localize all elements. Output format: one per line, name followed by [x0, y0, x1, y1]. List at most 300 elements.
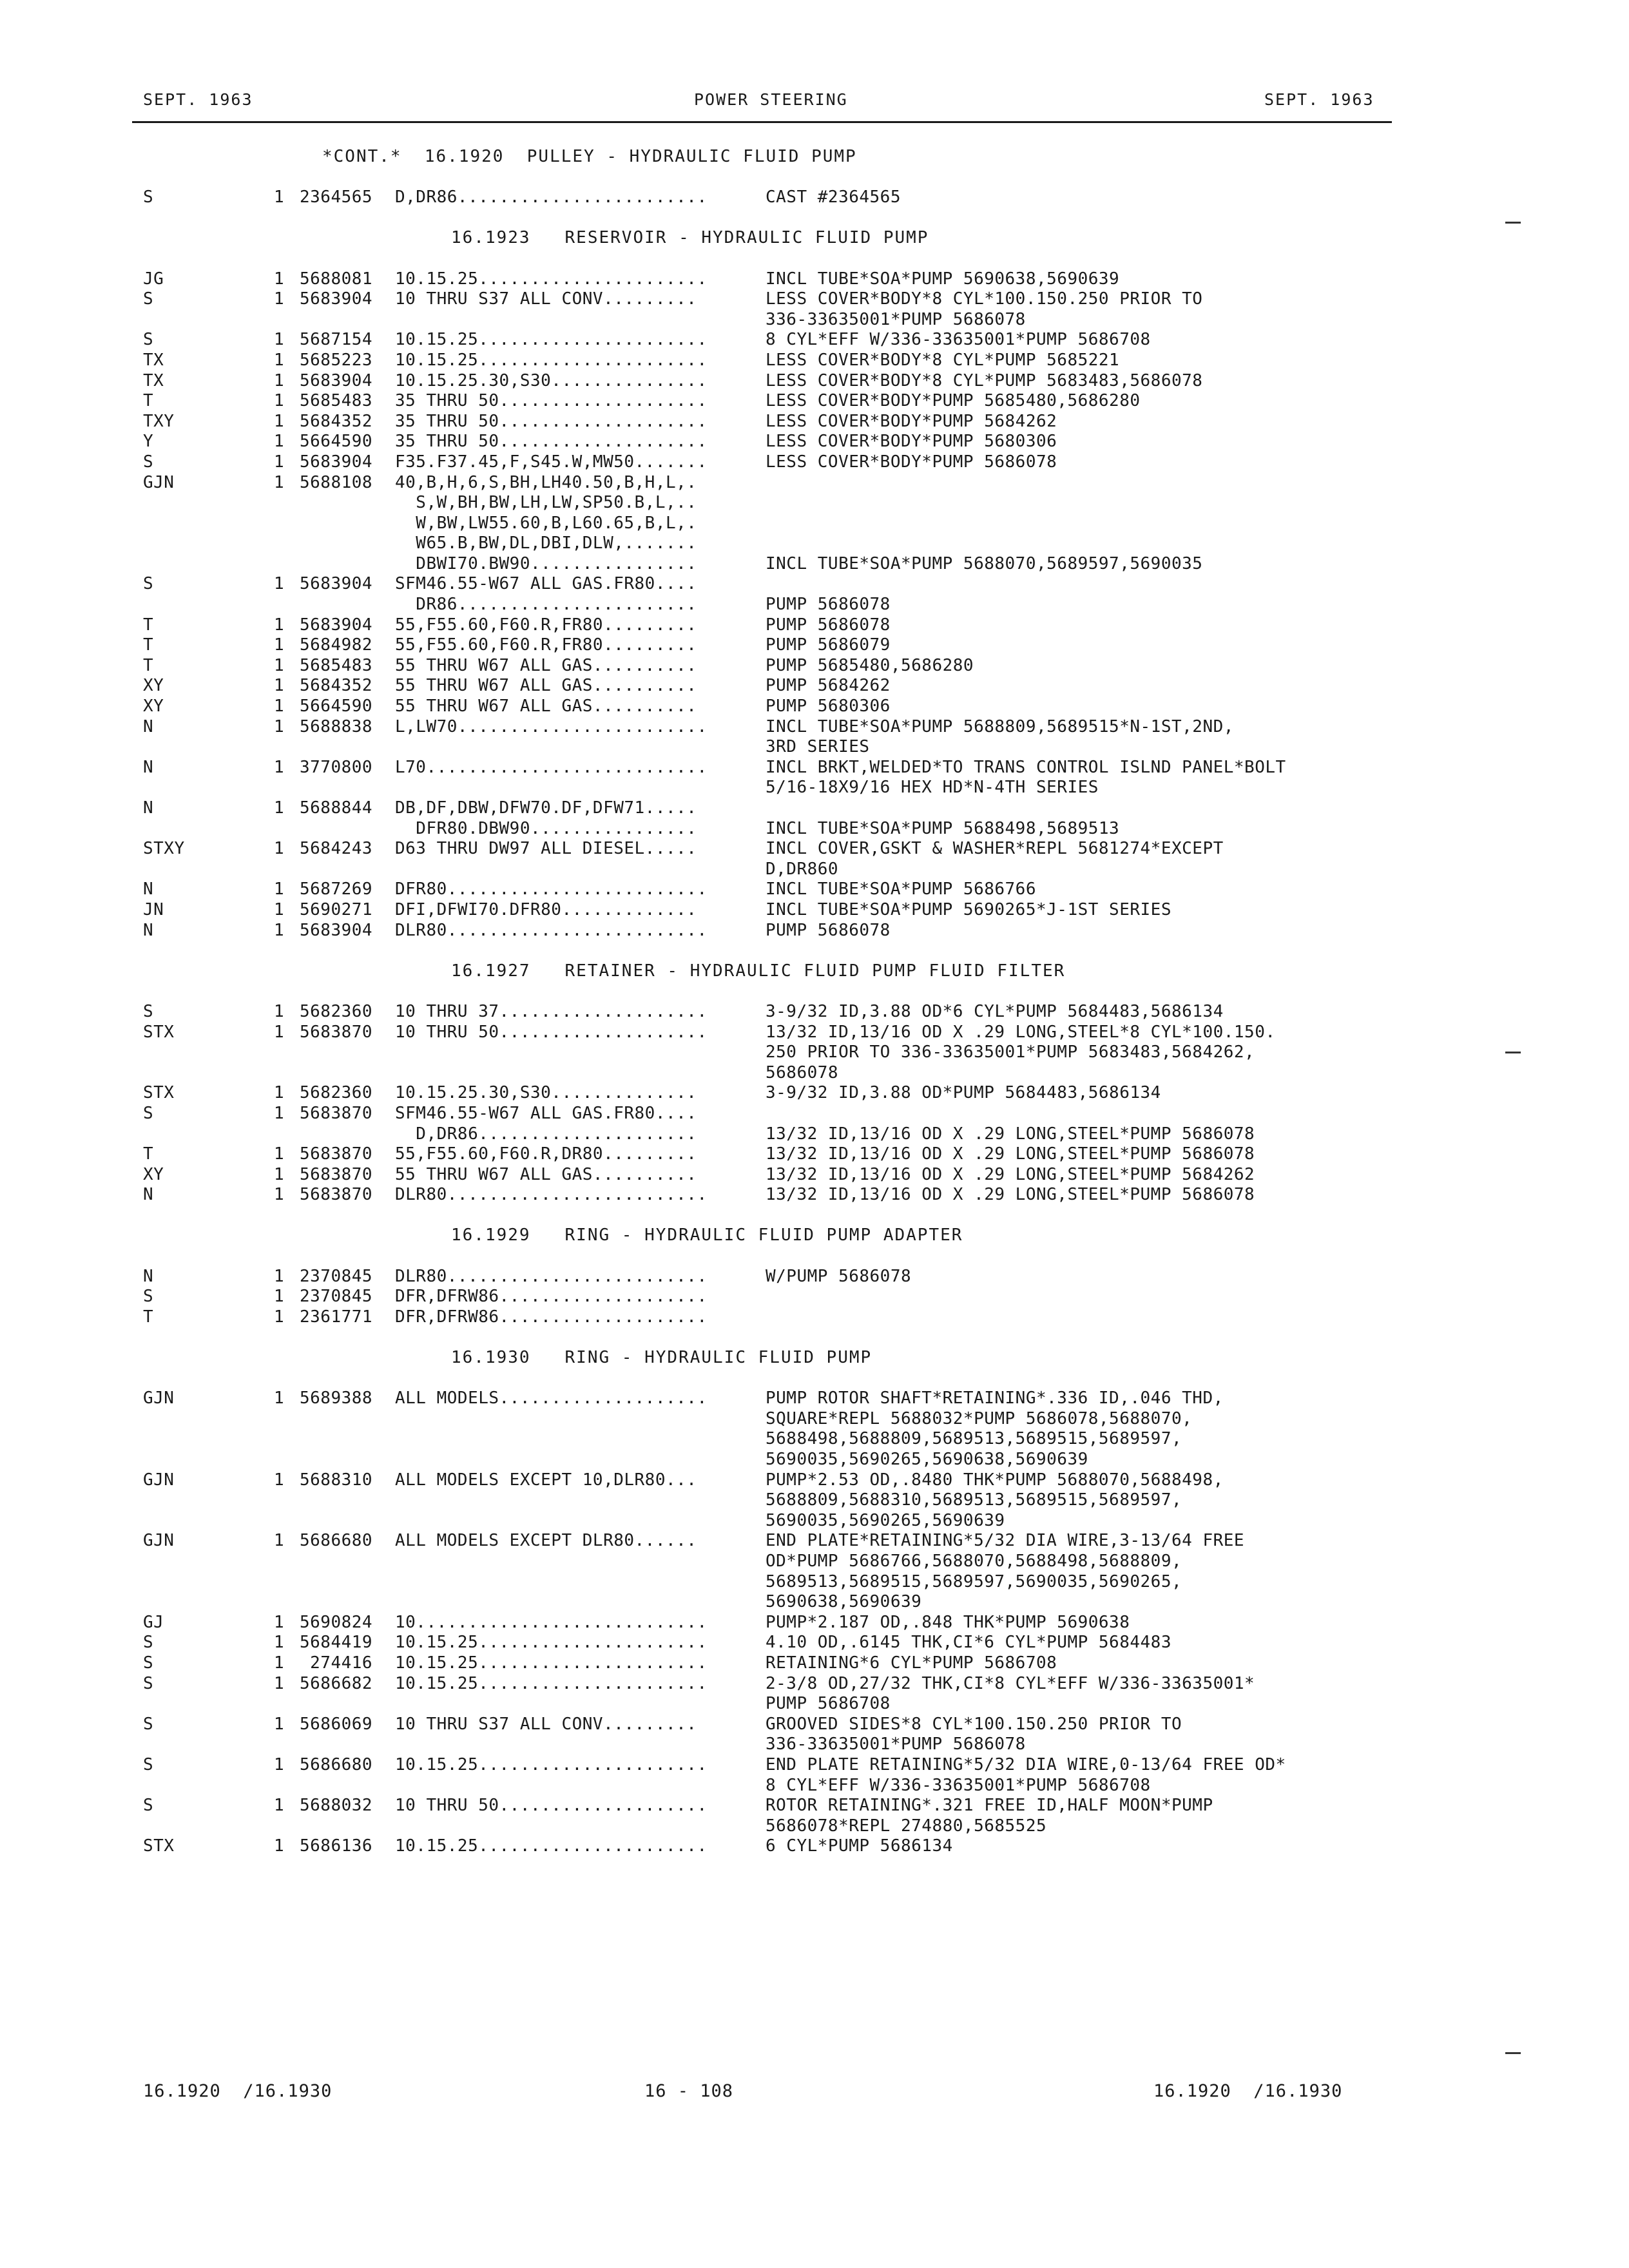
part-row: [0, 1836, 1629, 1857]
quantity: 1: [274, 1001, 285, 1021]
part-row: [0, 1267, 1629, 1287]
quantity: 1: [274, 574, 285, 594]
part-description: 5/16-18X9/16 HEX HD*N-4TH SERIES: [766, 778, 1099, 798]
quantity: 1: [274, 391, 285, 411]
part-description: END PLATE*RETAINING*5/32 DIA WIRE,3-13/64 FREE: [766, 1531, 1245, 1551]
usage-code: GJN: [143, 1470, 175, 1490]
quantity: 1: [274, 635, 285, 655]
spacer: [0, 981, 1629, 1002]
part-description: 3RD SERIES: [766, 737, 870, 757]
part-number: 5688081: [300, 269, 373, 289]
quantity: 1: [274, 1287, 285, 1307]
spacer: [0, 1246, 1629, 1267]
model-application: DBWI70.BW90................: [395, 553, 697, 573]
model-application: 10.15.25......................: [395, 1754, 708, 1774]
part-number: 5683870: [300, 1185, 373, 1205]
part-row: [0, 778, 1629, 798]
part-number: 5688838: [300, 716, 373, 736]
part-number: 5686680: [300, 1754, 373, 1774]
parts-listing: [0, 147, 1629, 1857]
part-number: 5686069: [300, 1714, 373, 1734]
part-row: [0, 839, 1629, 860]
part-row: [0, 1307, 1629, 1328]
part-row: [0, 900, 1629, 921]
page-footer: [0, 2081, 1629, 2107]
part-row: [0, 1470, 1629, 1491]
section-title-text: *CONT.* 16.1920 PULLEY - HYDRAULIC FLUID PUMP: [322, 147, 857, 166]
part-row: [0, 1531, 1629, 1552]
part-row: [0, 1185, 1629, 1206]
part-row: [0, 1450, 1629, 1470]
model-application: ALL MODELS EXCEPT 10,DLR80...: [395, 1470, 697, 1490]
part-description: 4.10 OD,.6145 THK,CI*6 CYL*PUMP 5684483: [766, 1633, 1171, 1653]
part-row: [0, 819, 1629, 840]
usage-code: S: [143, 1633, 154, 1653]
part-row: [0, 1144, 1629, 1165]
model-application: 55 THRU W67 ALL GAS..........: [395, 1164, 697, 1184]
part-number: 5684352: [300, 676, 373, 696]
part-row: [0, 676, 1629, 697]
part-description: PUMP 5686078: [766, 615, 891, 635]
part-row: [0, 391, 1629, 412]
quantity: 1: [274, 1633, 285, 1653]
model-application: 10 THRU 50....................: [395, 1022, 708, 1042]
header-rule: [132, 121, 1392, 123]
usage-code: STX: [143, 1083, 175, 1103]
part-row: [0, 1613, 1629, 1633]
part-row: [0, 798, 1629, 819]
model-application: 10.15.25......................: [395, 269, 708, 289]
model-application: DB,DF,DBW,DFW70.DF,DFW71.....: [395, 798, 697, 818]
usage-code: S: [143, 452, 154, 472]
usage-code: N: [143, 920, 154, 940]
part-number: 5683904: [300, 370, 373, 390]
part-description: 336-33635001*PUMP 5686078: [766, 1735, 1026, 1754]
part-row: [0, 1490, 1629, 1511]
usage-code: T: [143, 635, 154, 655]
part-description: 250 PRIOR TO 336-33635001*PUMP 5683483,5684262,: [766, 1043, 1255, 1062]
model-application: 10.15.25......................: [395, 1633, 708, 1653]
part-row: [0, 1083, 1629, 1104]
model-application: DLR80.........................: [395, 1185, 708, 1205]
part-row: [0, 187, 1629, 208]
part-number: 5685223: [300, 350, 373, 370]
quantity: 1: [274, 370, 285, 390]
model-application: 10.15.25.30,S30...............: [395, 370, 708, 390]
quantity: 1: [274, 1266, 285, 1286]
part-row: [0, 351, 1629, 371]
quantity: 1: [274, 879, 285, 899]
part-description: PUMP 5686079: [766, 635, 891, 655]
usage-code: STX: [143, 1022, 175, 1042]
part-number: 5689388: [300, 1389, 373, 1408]
part-row: [0, 1043, 1629, 1063]
part-description: PUMP 5686078: [766, 595, 891, 615]
quantity: 1: [274, 350, 285, 370]
part-description: LESS COVER*BODY*PUMP 5684262: [766, 411, 1057, 431]
usage-code: T: [143, 615, 154, 635]
part-number: 5664590: [300, 697, 373, 716]
part-description: 5686078: [766, 1062, 839, 1082]
part-description: 5688809,5688310,5689513,5689515,5689597,: [766, 1490, 1182, 1510]
model-application: D,DR86.....................: [395, 1124, 697, 1144]
model-application: 10.15.25......................: [395, 1673, 708, 1693]
part-row: [0, 1124, 1629, 1145]
model-application: W,BW,LW55.60,B,L60.65,B,L,.: [395, 513, 697, 533]
part-row: [0, 473, 1629, 494]
part-row: [0, 1409, 1629, 1430]
part-description: PUMP 5686078: [766, 920, 891, 940]
part-number: 5683870: [300, 1022, 373, 1042]
part-description: INCL TUBE*SOA*PUMP 5688498,5689513: [766, 818, 1120, 838]
part-description: INCL TUBE*SOA*PUMP 5688809,5689515*N-1ST,2ND,: [766, 716, 1234, 736]
part-row: [0, 1023, 1629, 1043]
model-application: 10 THRU 50....................: [395, 1796, 708, 1816]
usage-code: S: [143, 1714, 154, 1734]
footer-range-right: 16.1920 /16.1930: [1153, 2081, 1343, 2101]
part-row: [0, 289, 1629, 310]
part-description: 8 CYL*EFF W/336-33635001*PUMP 5686708: [766, 1775, 1151, 1795]
model-application: 55 THRU W67 ALL GAS..........: [395, 697, 697, 716]
usage-code: S: [143, 187, 154, 207]
part-description: INCL TUBE*SOA*PUMP 5686766: [766, 879, 1036, 899]
part-row: [0, 1287, 1629, 1307]
part-row: [0, 1063, 1629, 1084]
part-row: [0, 514, 1629, 534]
part-description: CAST #2364565: [766, 187, 901, 207]
margin-mark: [1505, 2052, 1521, 2054]
part-row: [0, 432, 1629, 452]
part-row: [0, 717, 1629, 738]
model-application: 10.15.25......................: [395, 1836, 708, 1856]
part-description: 13/32 ID,13/16 OD X .29 LONG,STEEL*PUMP 5686078: [766, 1124, 1255, 1144]
part-number: 5682360: [300, 1083, 373, 1103]
usage-code: N: [143, 798, 154, 818]
section-title: [0, 1348, 1629, 1369]
spacer: [0, 1327, 1629, 1348]
model-application: S,W,BH,BW,LH,LW,SP50.B,L,..: [395, 493, 697, 513]
part-row: [0, 1776, 1629, 1796]
model-application: 55 THRU W67 ALL GAS..........: [395, 676, 697, 696]
usage-code: JG: [143, 269, 164, 289]
quantity: 1: [274, 676, 285, 696]
part-row: [0, 879, 1629, 900]
model-application: 55,F55.60,F60.R,DR80.........: [395, 1144, 697, 1164]
quantity: 1: [274, 269, 285, 289]
spacer: [0, 168, 1629, 188]
usage-code: N: [143, 879, 154, 899]
quantity: 1: [274, 1531, 285, 1551]
part-description: PUMP*2.187 OD,.848 THK*PUMP 5690638: [766, 1612, 1130, 1632]
quantity: 1: [274, 411, 285, 431]
usage-code: N: [143, 716, 154, 736]
section-title-text: 16.1930 RING - HYDRAULIC FLUID PUMP: [451, 1348, 872, 1368]
part-description: 5689513,5689515,5689597,5690035,5690265,: [766, 1571, 1182, 1591]
usage-code: S: [143, 1754, 154, 1774]
part-description: INCL TUBE*SOA*PUMP 5690265*J-1ST SERIES: [766, 899, 1171, 919]
part-number: 2370845: [300, 1266, 373, 1286]
part-row: [0, 452, 1629, 473]
usage-code: S: [143, 1796, 154, 1816]
quantity: 1: [274, 1470, 285, 1490]
part-description: 5688498,5688809,5689513,5689515,5689597,: [766, 1429, 1182, 1449]
usage-code: S: [143, 289, 154, 309]
part-description: 2-3/8 OD,27/32 THK,CI*8 CYL*EFF W/336-33635001*: [766, 1673, 1255, 1693]
part-description: LESS COVER*BODY*8 CYL*100.150.250 PRIOR TO: [766, 289, 1203, 309]
section-title: [0, 228, 1629, 249]
model-application: 55 THRU W67 ALL GAS..........: [395, 655, 697, 675]
part-row: [0, 1104, 1629, 1124]
part-description: 5690035,5690265,5690639: [766, 1510, 1005, 1530]
model-application: 10.15.25......................: [395, 330, 708, 350]
usage-code: TX: [143, 370, 164, 390]
quantity: 1: [274, 330, 285, 350]
footer-range-left: 16.1920 /16.1930: [143, 2081, 333, 2101]
part-description: PUMP 5686708: [766, 1694, 891, 1714]
part-number: 2364565: [300, 187, 373, 207]
part-number: 5683870: [300, 1164, 373, 1184]
quantity: 1: [274, 798, 285, 818]
part-row: [0, 1816, 1629, 1837]
section-title-text: 16.1927 RETAINER - HYDRAULIC FLUID PUMP FLUID FILTER: [451, 961, 1066, 981]
quantity: 1: [274, 1796, 285, 1816]
part-row: [0, 269, 1629, 290]
quantity: 1: [274, 1022, 285, 1042]
usage-code: N: [143, 757, 154, 777]
quantity: 1: [274, 655, 285, 675]
quantity: 1: [274, 920, 285, 940]
spacer: [0, 1369, 1629, 1389]
usage-code: N: [143, 1266, 154, 1286]
part-row: [0, 1002, 1629, 1023]
model-application: 35 THRU 50....................: [395, 432, 708, 452]
part-number: 5683870: [300, 1103, 373, 1123]
part-row: [0, 412, 1629, 432]
model-application: SFM46.55-W67 ALL GAS.FR80....: [395, 1103, 697, 1123]
part-number: 5687154: [300, 330, 373, 350]
part-row: [0, 533, 1629, 554]
part-number: 5688310: [300, 1470, 373, 1490]
usage-code: T: [143, 1307, 154, 1327]
part-number: 5684982: [300, 635, 373, 655]
part-row: [0, 330, 1629, 351]
usage-code: STXY: [143, 839, 185, 859]
model-application: 40,B,H,6,S,BH,LH40.50,B,H,L,.: [395, 472, 697, 492]
part-row: [0, 656, 1629, 677]
quantity: 1: [274, 716, 285, 736]
part-description: INCL TUBE*SOA*PUMP 5688070,5689597,5690035: [766, 553, 1203, 573]
quantity: 1: [274, 1185, 285, 1205]
part-description: LESS COVER*BODY*8 CYL*PUMP 5685221: [766, 350, 1120, 370]
quantity: 1: [274, 1653, 285, 1673]
usage-code: XY: [143, 676, 164, 696]
quantity: 1: [274, 289, 285, 309]
part-description: LESS COVER*BODY*8 CYL*PUMP 5683483,5686078: [766, 370, 1203, 390]
usage-code: GJN: [143, 472, 175, 492]
part-row: [0, 921, 1629, 941]
part-description: PUMP ROTOR SHAFT*RETAINING*.336 ID,.046 THD,: [766, 1389, 1224, 1408]
part-number: 5685483: [300, 391, 373, 411]
usage-code: T: [143, 655, 154, 675]
usage-code: S: [143, 1653, 154, 1673]
part-description: GROOVED SIDES*8 CYL*100.150.250 PRIOR TO: [766, 1714, 1182, 1734]
part-row: [0, 310, 1629, 331]
header-date-left: SEPT. 1963: [143, 90, 253, 109]
part-number: 5690271: [300, 899, 373, 919]
model-application: D,DR86........................: [395, 187, 708, 207]
quantity: 1: [274, 1103, 285, 1123]
part-number: 5688032: [300, 1796, 373, 1816]
spacer: [0, 1206, 1629, 1226]
part-row: [0, 1796, 1629, 1816]
part-number: 2370845: [300, 1287, 373, 1307]
section-title-text: 16.1929 RING - HYDRAULIC FLUID PUMP ADAPTER: [451, 1225, 963, 1245]
part-description: ROTOR RETAINING*.321 FREE ID,HALF MOON*PUMP: [766, 1796, 1213, 1816]
part-description: PUMP 5680306: [766, 697, 891, 716]
usage-code: S: [143, 1287, 154, 1307]
part-number: 3770800: [300, 757, 373, 777]
quantity: 1: [274, 899, 285, 919]
part-row: [0, 615, 1629, 636]
model-application: L70...........................: [395, 757, 708, 777]
usage-code: GJ: [143, 1612, 164, 1632]
part-description: 5690638,5690639: [766, 1592, 922, 1612]
model-application: DR86.......................: [395, 595, 697, 615]
quantity: 1: [274, 452, 285, 472]
quantity: 1: [274, 187, 285, 207]
quantity: 1: [274, 472, 285, 492]
part-number: 5683904: [300, 615, 373, 635]
model-application: 35 THRU 50....................: [395, 411, 708, 431]
part-row: [0, 1429, 1629, 1450]
model-application: 10 THRU 37....................: [395, 1001, 708, 1021]
part-row: [0, 1674, 1629, 1695]
part-number: 5686680: [300, 1531, 373, 1551]
part-number: 5687269: [300, 879, 373, 899]
usage-code: T: [143, 391, 154, 411]
section-title-text: 16.1923 RESERVOIR - HYDRAULIC FLUID PUMP: [451, 228, 929, 248]
model-application: W65.B,BW,DL,DBI,DLW,.......: [395, 533, 697, 553]
footer-page-number: 16 - 108: [644, 2081, 734, 2101]
model-application: SFM46.55-W67 ALL GAS.FR80....: [395, 574, 697, 594]
spacer: [0, 941, 1629, 961]
model-application: 10 THRU S37 ALL CONV.........: [395, 289, 697, 309]
part-description: 13/32 ID,13/16 OD X .29 LONG,STEEL*8 CYL*100.150.: [766, 1022, 1276, 1042]
section-title: [0, 1225, 1629, 1246]
part-row: [0, 1552, 1629, 1572]
part-row: [0, 574, 1629, 595]
model-application: L,LW70........................: [395, 716, 708, 736]
part-description: 3-9/32 ID,3.88 OD*PUMP 5684483,5686134: [766, 1083, 1161, 1103]
quantity: 1: [274, 615, 285, 635]
part-row: [0, 1715, 1629, 1735]
model-application: DFR80.DBW90................: [395, 818, 697, 838]
quantity: 1: [274, 839, 285, 859]
quantity: 1: [274, 1144, 285, 1164]
usage-code: T: [143, 1144, 154, 1164]
quantity: 1: [274, 1836, 285, 1856]
part-row: [0, 1694, 1629, 1715]
part-description: PUMP*2.53 OD,.8480 THK*PUMP 5688070,5688498,: [766, 1470, 1224, 1490]
spacer: [0, 208, 1629, 229]
usage-code: N: [143, 1185, 154, 1205]
part-number: 5686682: [300, 1673, 373, 1693]
model-application: DFR,DFRW86....................: [395, 1287, 708, 1307]
part-row: [0, 1633, 1629, 1653]
quantity: 1: [274, 757, 285, 777]
part-number: 5690824: [300, 1612, 373, 1632]
part-number: 5683904: [300, 574, 373, 594]
part-number: 5686136: [300, 1836, 373, 1856]
model-application: F35.F37.45,F,S45.W,MW50.......: [395, 452, 708, 472]
quantity: 1: [274, 432, 285, 452]
quantity: 1: [274, 1389, 285, 1408]
part-description: PUMP 5684262: [766, 676, 891, 696]
usage-code: Y: [143, 432, 154, 452]
part-number: 5683870: [300, 1144, 373, 1164]
part-row: [0, 595, 1629, 615]
quantity: 1: [274, 1307, 285, 1327]
part-description: SQUARE*REPL 5688032*PUMP 5686078,5688070,: [766, 1408, 1193, 1428]
part-description: INCL COVER,GSKT & WASHER*REPL 5681274*EXCEPT: [766, 839, 1224, 859]
part-number: 5684419: [300, 1633, 373, 1653]
model-application: 55,F55.60,F60.R,FR80.........: [395, 635, 697, 655]
part-row: [0, 737, 1629, 758]
part-number: 2361771: [300, 1307, 373, 1327]
margin-mark: [1505, 1052, 1521, 1053]
model-application: D63 THRU DW97 ALL DIESEL.....: [395, 839, 697, 859]
part-number: 5688108: [300, 472, 373, 492]
model-application: DLR80.........................: [395, 1266, 708, 1286]
usage-code: TXY: [143, 411, 175, 431]
usage-code: S: [143, 1001, 154, 1021]
part-description: LESS COVER*BODY*PUMP 5685480,5686280: [766, 391, 1141, 411]
model-application: DFI,DFWI70.DFR80.............: [395, 899, 697, 919]
part-number: 5683904: [300, 289, 373, 309]
model-application: ALL MODELS....................: [395, 1389, 708, 1408]
model-application: DFR80.........................: [395, 879, 708, 899]
part-row: [0, 371, 1629, 392]
part-description: LESS COVER*BODY*PUMP 5686078: [766, 452, 1057, 472]
quantity: 1: [274, 1164, 285, 1184]
model-application: 10.15.25......................: [395, 1653, 708, 1673]
usage-code: S: [143, 330, 154, 350]
part-description: 336-33635001*PUMP 5686078: [766, 309, 1026, 329]
part-description: INCL TUBE*SOA*PUMP 5690638,5690639: [766, 269, 1120, 289]
quantity: 1: [274, 1083, 285, 1103]
quantity: 1: [274, 1612, 285, 1632]
usage-code: STX: [143, 1836, 175, 1856]
part-row: [0, 1653, 1629, 1674]
part-row: [0, 1389, 1629, 1409]
part-row: [0, 1165, 1629, 1186]
part-description: D,DR860: [766, 859, 839, 879]
part-number: 5683904: [300, 452, 373, 472]
part-description: RETAINING*6 CYL*PUMP 5686708: [766, 1653, 1057, 1673]
quantity: 1: [274, 1754, 285, 1774]
usage-code: GJN: [143, 1531, 175, 1551]
quantity: 1: [274, 1673, 285, 1693]
part-description: 13/32 ID,13/16 OD X .29 LONG,STEEL*PUMP 5686078: [766, 1185, 1255, 1205]
quantity: 1: [274, 1714, 285, 1734]
usage-code: GJN: [143, 1389, 175, 1408]
model-application: DLR80.........................: [395, 920, 708, 940]
part-description: LESS COVER*BODY*PUMP 5680306: [766, 432, 1057, 452]
part-description: 6 CYL*PUMP 5686134: [766, 1836, 953, 1856]
model-application: 10 THRU S37 ALL CONV.........: [395, 1714, 697, 1734]
part-description: 8 CYL*EFF W/336-33635001*PUMP 5686708: [766, 330, 1151, 350]
model-application: ALL MODELS EXCEPT DLR80......: [395, 1531, 697, 1551]
